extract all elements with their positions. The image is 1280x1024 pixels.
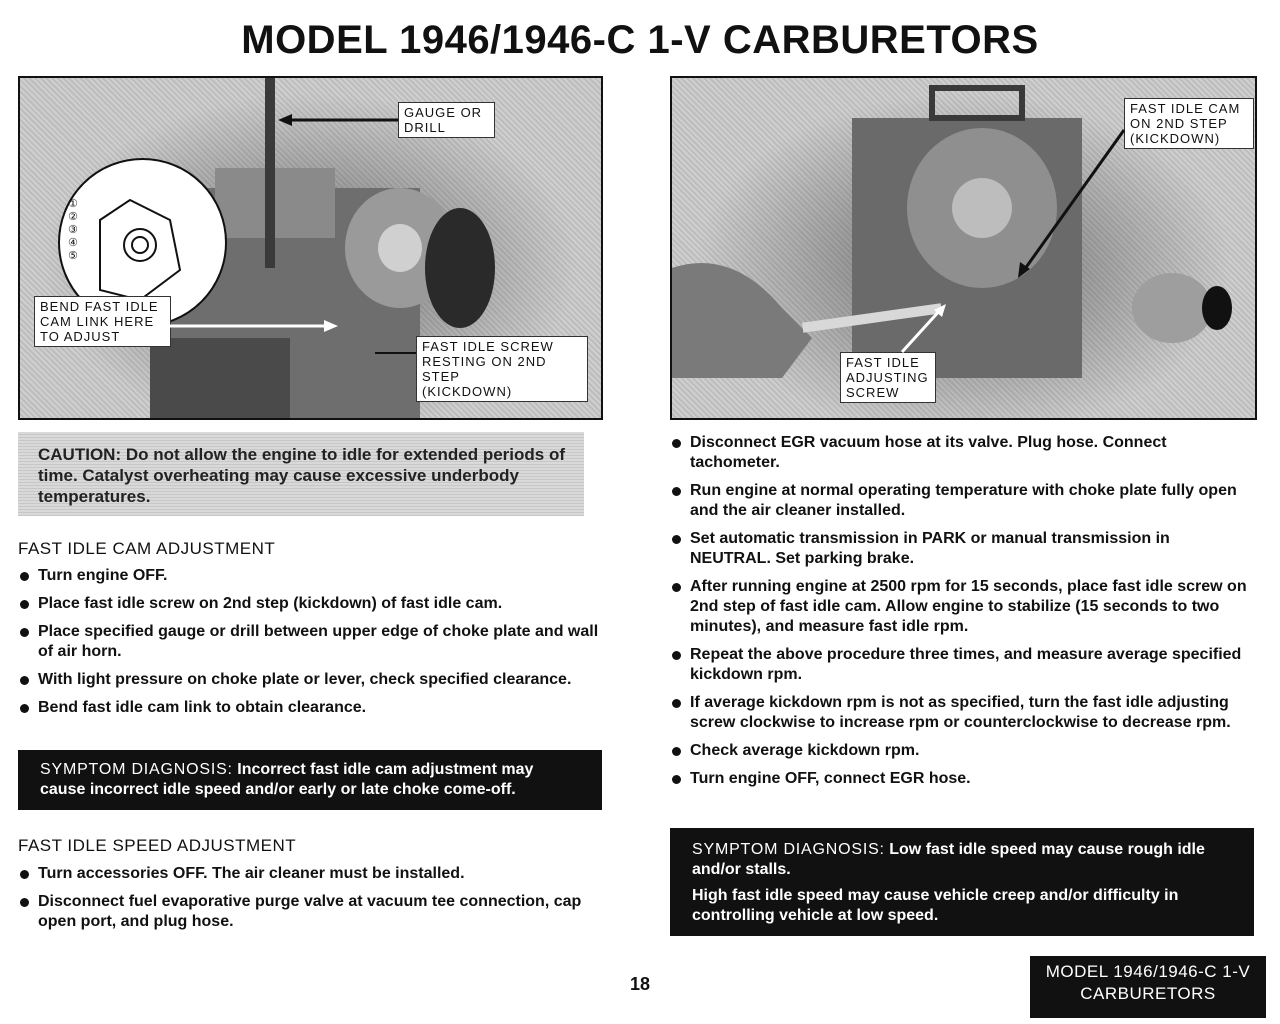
callout-arrows-right bbox=[672, 78, 1255, 418]
page-title: MODEL 1946/1946-C 1-V CARBURETORS bbox=[241, 18, 1039, 62]
cam-step-1: ① bbox=[68, 198, 78, 210]
callout-gauge-or-drill: GAUGE OR DRILL bbox=[398, 102, 495, 138]
list-item: Repeat the above procedure three times, and measure average specified kickdown rpm. bbox=[670, 645, 1254, 685]
carburetor-photo-right bbox=[670, 76, 1257, 420]
cam-step-2: ② bbox=[68, 211, 78, 223]
speed-procedure-list bbox=[670, 433, 1254, 797]
cam-step-4: ④ bbox=[68, 237, 78, 249]
callout-bend-cam-link: BEND FAST IDLE CAM LINK HERE TO ADJUST bbox=[34, 296, 171, 347]
speed-adjustment-heading: FAST IDLE SPEED ADJUSTMENT bbox=[18, 836, 297, 855]
list-item: Bend fast idle cam link to obtain clearance. bbox=[18, 698, 608, 718]
cam-step-3: ③ bbox=[68, 224, 78, 236]
list-item: Turn engine OFF. bbox=[18, 566, 608, 586]
cam-adjustment-heading: FAST IDLE CAM ADJUSTMENT bbox=[18, 539, 276, 558]
list-item: After running engine at 2500 rpm for 15 seconds, place fast idle screw on 2nd step of fast idle cam. Allow engine to stabilize (15 seconds to two minutes), and measure fast idle rpm. bbox=[670, 577, 1254, 637]
callout-fast-idle-cam: FAST IDLE CAM ON 2ND STEP (KICKDOWN) bbox=[1124, 98, 1254, 149]
list-item: Place specified gauge or drill between upper edge of choke plate and wall of air horn. bbox=[18, 622, 608, 662]
callout-fast-idle-screw: FAST IDLE SCREW RESTING ON 2ND STEP (KICKDOWN) bbox=[416, 336, 588, 402]
callout-adjusting-screw: FAST IDLE ADJUSTING SCREW bbox=[840, 352, 936, 403]
list-item: Turn accessories OFF. The air cleaner must be installed. bbox=[18, 864, 608, 884]
list-item: Run engine at normal operating temperature with choke plate fully open and the air cleaner installed. bbox=[670, 481, 1254, 521]
list-item: With light pressure on choke plate or lever, check specified clearance. bbox=[18, 670, 608, 690]
list-item: If average kickdown rpm is not as specified, turn the fast idle adjusting screw clockwise to increase rpm or counterclockwise to decrease rpm. bbox=[670, 693, 1254, 733]
list-item: Place fast idle screw on 2nd step (kickdown) of fast idle cam. bbox=[18, 594, 608, 614]
footer-model-label: MODEL 1946/1946-C 1-V CARBURETORS bbox=[1030, 956, 1266, 1018]
symptom-diagnosis-cam: SYMPTOM DIAGNOSIS: Incorrect fast idle cam adjustment may cause incorrect idle speed and/or early or late choke come-off. bbox=[18, 750, 602, 810]
symptom-diagnosis-speed: SYMPTOM DIAGNOSIS: Low fast idle speed may cause rough idle and/or stalls. High fast idle speed may cause vehicle creep and/or difficulty in controlling vehicle at low speed. bbox=[670, 828, 1254, 936]
carburetor-photo-left bbox=[18, 76, 603, 420]
list-item: Disconnect EGR vacuum hose at its valve. Plug hose. Connect tachometer. bbox=[670, 433, 1254, 473]
page-number: 18 bbox=[629, 974, 651, 994]
list-item: Turn engine OFF, connect EGR hose. bbox=[670, 769, 1254, 789]
cam-adjustment-list bbox=[18, 566, 608, 726]
speed-adjustment-list bbox=[18, 864, 608, 940]
callout-arrows bbox=[20, 78, 601, 418]
list-item: Set automatic transmission in PARK or manual transmission in NEUTRAL. Set parking brake. bbox=[670, 529, 1254, 569]
caution-box: CAUTION: Do not allow the engine to idle for extended periods of time. Catalyst overheating may cause excessive underbody temperatures. bbox=[18, 432, 584, 516]
list-item: Disconnect fuel evaporative purge valve at vacuum tee connection, cap open port, and plug hose. bbox=[18, 892, 608, 932]
cam-step-5: ⑤ bbox=[68, 250, 78, 262]
list-item: Check average kickdown rpm. bbox=[670, 741, 1254, 761]
